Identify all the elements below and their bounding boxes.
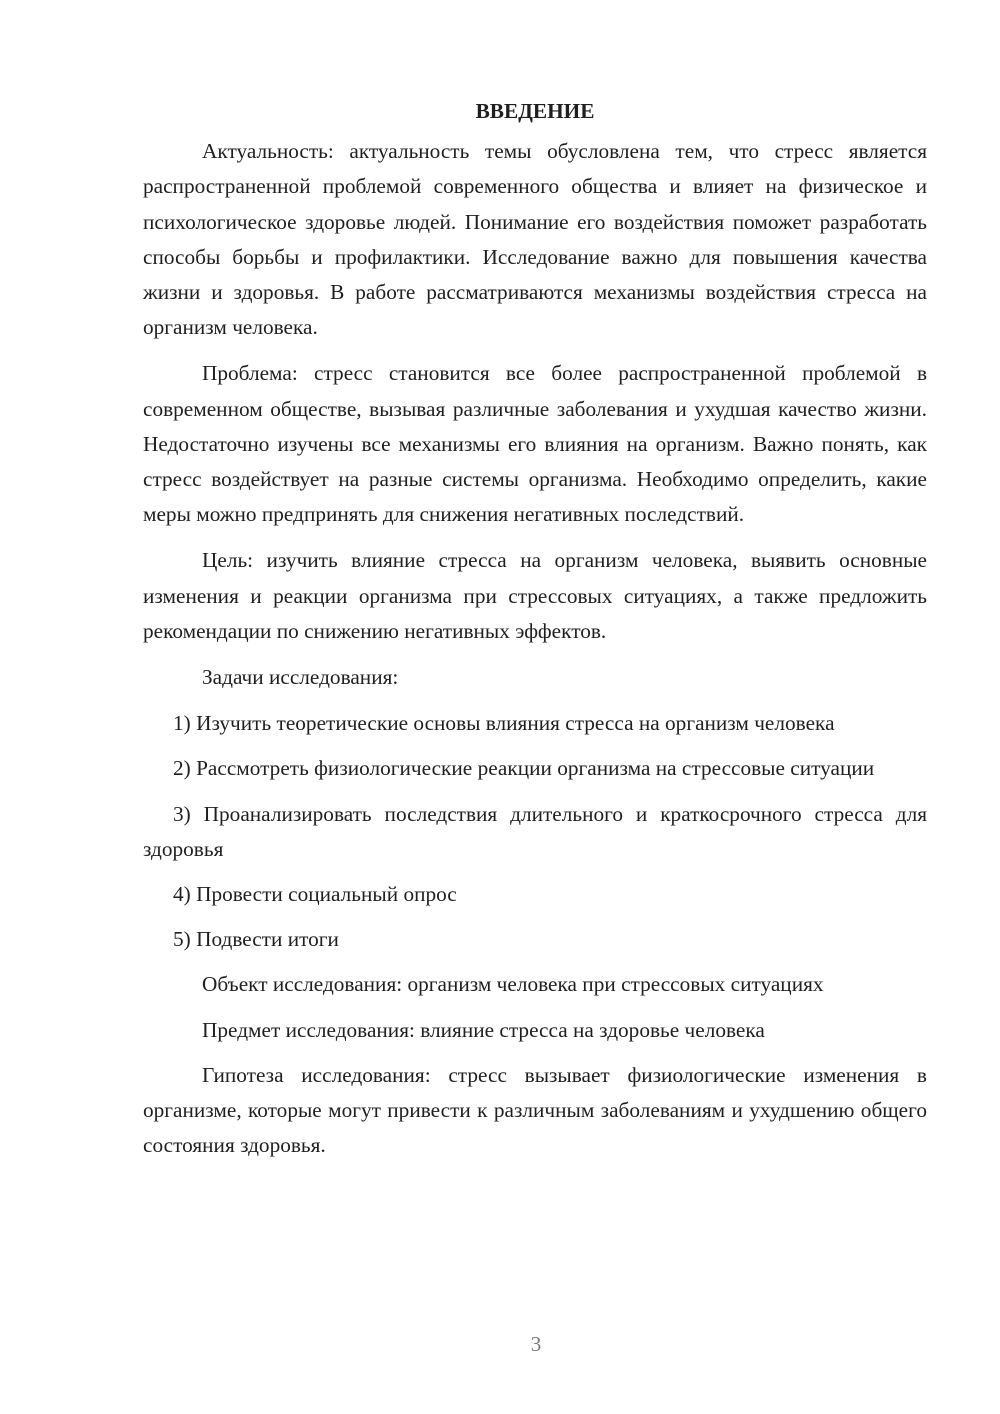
research-object: Объект исследования: организм человека при стрессовых ситуациях [202,972,824,997]
hypothesis-paragraph: Гипотеза исследования: стресс вызывает физиологические изменения в организме, которые могут привести к различным заболеваниям и ухудшению общего состояния здоровья. [143,1062,927,1158]
task-item: 3) Проанализировать последствия длительного и краткосрочного стресса для здоровья [143,801,927,861]
goal-paragraph: Цель: изучить влияние стресса на организм человека, выявить основные изменения и реакции организма при стрессовых ситуациях, а также предложить рекомендации по снижению негативных эффектов. [143,548,927,643]
task-item: 4) Провести социальный опрос [173,882,457,907]
research-subject: Предмет исследования: влияние стресса на здоровье человека [202,1017,765,1042]
task-item: 2) Рассмотреть физиологические реакции организма на стрессовые ситуации [173,756,875,781]
task-item: 1) Изучить теоретические основы влияния стресса на организм человека [173,711,835,736]
problem-paragraph: Проблема: стресс становится все более распространенной проблемой в современном обществе, вызывая различные заболевания и ухудшая качество жизни. Недостаточно изучены все механизмы его влияния на организм. Важно понять, как стресс воздействует на разные системы организма. Необходимо определить, какие меры можно предпринять для снижения негативных последствий. [143,361,927,527]
relevance-paragraph: Актуальность: актуальность темы обусловлена тем, что стресс является распространенной проблемой современного общества и влияет на физическое и психологическое здоровье людей. Понимание его воздействия поможет разработать способы борьбы и профилактики. Исследование важно для повышения качества жизни и здоровья. В работе рассматриваются механизмы воздействия стресса на организм человека. [143,139,927,340]
page-number: 3 [530,1332,542,1356]
tasks-list [143,706,927,957]
page-content [143,94,927,1174]
page-title: ВВЕДЕНИЕ [475,99,595,123]
task-item: 5) Подвести итоги [173,927,339,952]
tasks-heading: Задачи исследования: [202,665,399,690]
